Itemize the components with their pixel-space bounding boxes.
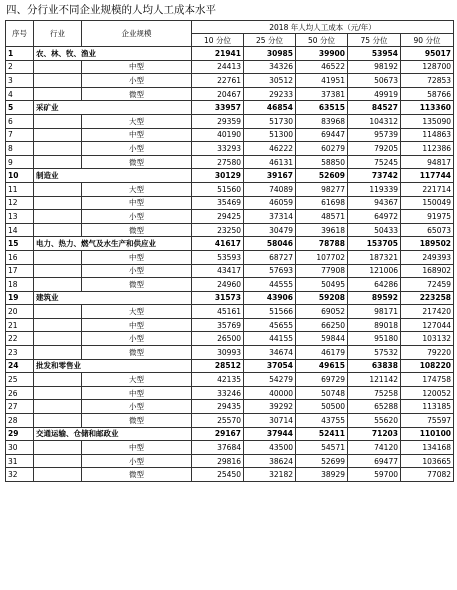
value-cell: 40190 bbox=[192, 128, 244, 142]
value-cell: 27580 bbox=[192, 155, 244, 169]
value-cell: 58766 bbox=[401, 87, 454, 101]
value-cell: 51730 bbox=[244, 114, 296, 128]
value-cell: 39900 bbox=[296, 47, 348, 61]
row-seq: 24 bbox=[6, 359, 34, 373]
cost-table bbox=[5, 20, 454, 482]
industry-cell bbox=[34, 373, 82, 387]
value-cell: 43500 bbox=[244, 441, 296, 455]
row-seq: 25 bbox=[6, 373, 34, 387]
industry-cell bbox=[34, 332, 82, 346]
scale-cell: 微型 bbox=[82, 155, 192, 169]
value-cell: 50500 bbox=[296, 400, 348, 414]
table-row bbox=[6, 386, 454, 400]
value-cell: 60279 bbox=[296, 142, 348, 156]
industry-cell bbox=[34, 346, 82, 360]
industry-cell bbox=[34, 468, 82, 482]
industry-cell bbox=[34, 318, 82, 332]
value-cell: 32182 bbox=[244, 468, 296, 482]
row-seq: 8 bbox=[6, 142, 34, 156]
value-cell: 79205 bbox=[348, 142, 401, 156]
table-row bbox=[6, 250, 454, 264]
value-cell: 43417 bbox=[192, 264, 244, 278]
industry-cell bbox=[34, 182, 82, 196]
value-cell: 44155 bbox=[244, 332, 296, 346]
value-cell: 128700 bbox=[401, 60, 454, 74]
scale-cell: 中型 bbox=[82, 386, 192, 400]
table-row bbox=[6, 169, 454, 183]
value-cell: 117744 bbox=[401, 169, 454, 183]
value-cell: 22761 bbox=[192, 74, 244, 88]
table-row bbox=[6, 87, 454, 101]
value-cell: 46854 bbox=[244, 101, 296, 115]
value-cell: 71203 bbox=[348, 427, 401, 441]
value-cell: 46059 bbox=[244, 196, 296, 210]
industry-cell bbox=[34, 386, 82, 400]
value-cell: 69447 bbox=[296, 128, 348, 142]
row-seq: 27 bbox=[6, 400, 34, 414]
value-cell: 51560 bbox=[192, 182, 244, 196]
value-cell: 45655 bbox=[244, 318, 296, 332]
industry-cell bbox=[34, 264, 82, 278]
value-cell: 65073 bbox=[401, 223, 454, 237]
value-cell: 41951 bbox=[296, 74, 348, 88]
table-row bbox=[6, 414, 454, 428]
scale-cell: 中型 bbox=[82, 250, 192, 264]
value-cell: 52411 bbox=[296, 427, 348, 441]
header-seq: 序号 bbox=[6, 21, 34, 47]
table-row bbox=[6, 74, 454, 88]
row-seq: 5 bbox=[6, 101, 34, 115]
value-cell: 57693 bbox=[244, 264, 296, 278]
value-cell: 44555 bbox=[244, 278, 296, 292]
value-cell: 21941 bbox=[192, 47, 244, 61]
scale-cell: 小型 bbox=[82, 142, 192, 156]
value-cell: 59844 bbox=[296, 332, 348, 346]
table-row bbox=[6, 278, 454, 292]
table-row bbox=[6, 210, 454, 224]
value-cell: 72853 bbox=[401, 74, 454, 88]
value-cell: 61698 bbox=[296, 196, 348, 210]
value-cell: 108220 bbox=[401, 359, 454, 373]
value-cell: 69052 bbox=[296, 305, 348, 319]
value-cell: 48571 bbox=[296, 210, 348, 224]
table-row bbox=[6, 359, 454, 373]
value-cell: 34326 bbox=[244, 60, 296, 74]
industry-name: 建筑业 bbox=[34, 291, 192, 305]
value-cell: 95739 bbox=[348, 128, 401, 142]
value-cell: 94367 bbox=[348, 196, 401, 210]
table-row bbox=[6, 155, 454, 169]
table-row bbox=[6, 332, 454, 346]
value-cell: 189502 bbox=[401, 237, 454, 251]
table-row bbox=[6, 196, 454, 210]
scale-cell: 中型 bbox=[82, 128, 192, 142]
industry-name: 交通运输、仓储和邮政业 bbox=[34, 427, 192, 441]
table-row bbox=[6, 400, 454, 414]
value-cell: 38624 bbox=[244, 454, 296, 468]
value-cell: 50673 bbox=[348, 74, 401, 88]
value-cell: 46131 bbox=[244, 155, 296, 169]
value-cell: 34674 bbox=[244, 346, 296, 360]
row-seq: 32 bbox=[6, 468, 34, 482]
row-seq: 1 bbox=[6, 47, 34, 61]
value-cell: 57532 bbox=[348, 346, 401, 360]
value-cell: 29233 bbox=[244, 87, 296, 101]
value-cell: 51300 bbox=[244, 128, 296, 142]
row-seq: 10 bbox=[6, 169, 34, 183]
value-cell: 127044 bbox=[401, 318, 454, 332]
value-cell: 66250 bbox=[296, 318, 348, 332]
industry-cell bbox=[34, 155, 82, 169]
value-cell: 98192 bbox=[348, 60, 401, 74]
value-cell: 30129 bbox=[192, 169, 244, 183]
value-cell: 46179 bbox=[296, 346, 348, 360]
value-cell: 46222 bbox=[244, 142, 296, 156]
table-row bbox=[6, 291, 454, 305]
value-cell: 35769 bbox=[192, 318, 244, 332]
value-cell: 91975 bbox=[401, 210, 454, 224]
scale-cell: 中型 bbox=[82, 60, 192, 74]
value-cell: 221714 bbox=[401, 182, 454, 196]
scale-cell: 微型 bbox=[82, 346, 192, 360]
value-cell: 187321 bbox=[348, 250, 401, 264]
value-cell: 79220 bbox=[401, 346, 454, 360]
scale-cell: 大型 bbox=[82, 305, 192, 319]
row-seq: 12 bbox=[6, 196, 34, 210]
value-cell: 50433 bbox=[348, 223, 401, 237]
value-cell: 37381 bbox=[296, 87, 348, 101]
value-cell: 103665 bbox=[401, 454, 454, 468]
value-cell: 153705 bbox=[348, 237, 401, 251]
industry-cell bbox=[34, 60, 82, 74]
row-seq: 13 bbox=[6, 210, 34, 224]
scale-cell: 小型 bbox=[82, 210, 192, 224]
scale-cell: 微型 bbox=[82, 223, 192, 237]
row-seq: 15 bbox=[6, 237, 34, 251]
row-seq: 9 bbox=[6, 155, 34, 169]
table-row bbox=[6, 142, 454, 156]
scale-cell: 小型 bbox=[82, 74, 192, 88]
value-cell: 25450 bbox=[192, 468, 244, 482]
row-seq: 21 bbox=[6, 318, 34, 332]
value-cell: 28512 bbox=[192, 359, 244, 373]
industry-name: 批发和零售业 bbox=[34, 359, 192, 373]
value-cell: 65288 bbox=[348, 400, 401, 414]
industry-name: 采矿业 bbox=[34, 101, 192, 115]
scale-cell: 大型 bbox=[82, 373, 192, 387]
value-cell: 30714 bbox=[244, 414, 296, 428]
table-row bbox=[6, 60, 454, 74]
value-cell: 24413 bbox=[192, 60, 244, 74]
table-row bbox=[6, 237, 454, 251]
value-cell: 51566 bbox=[244, 305, 296, 319]
table-row bbox=[6, 468, 454, 482]
value-cell: 30993 bbox=[192, 346, 244, 360]
value-cell: 29359 bbox=[192, 114, 244, 128]
industry-cell bbox=[34, 454, 82, 468]
table-row bbox=[6, 454, 454, 468]
value-cell: 223258 bbox=[401, 291, 454, 305]
value-cell: 59208 bbox=[296, 291, 348, 305]
row-seq: 18 bbox=[6, 278, 34, 292]
industry-cell bbox=[34, 250, 82, 264]
value-cell: 94817 bbox=[401, 155, 454, 169]
row-seq: 19 bbox=[6, 291, 34, 305]
value-cell: 78788 bbox=[296, 237, 348, 251]
value-cell: 30985 bbox=[244, 47, 296, 61]
table-row bbox=[6, 128, 454, 142]
value-cell: 72459 bbox=[401, 278, 454, 292]
value-cell: 217420 bbox=[401, 305, 454, 319]
scale-cell: 微型 bbox=[82, 87, 192, 101]
value-cell: 39167 bbox=[244, 169, 296, 183]
value-cell: 64972 bbox=[348, 210, 401, 224]
value-cell: 63515 bbox=[296, 101, 348, 115]
table-row bbox=[6, 441, 454, 455]
scale-cell: 大型 bbox=[82, 182, 192, 196]
industry-cell bbox=[34, 74, 82, 88]
value-cell: 50495 bbox=[296, 278, 348, 292]
row-seq: 30 bbox=[6, 441, 34, 455]
row-seq: 6 bbox=[6, 114, 34, 128]
value-cell: 121006 bbox=[348, 264, 401, 278]
row-seq: 3 bbox=[6, 74, 34, 88]
value-cell: 63838 bbox=[348, 359, 401, 373]
scale-cell: 大型 bbox=[82, 114, 192, 128]
row-seq: 2 bbox=[6, 60, 34, 74]
row-seq: 20 bbox=[6, 305, 34, 319]
value-cell: 55620 bbox=[348, 414, 401, 428]
value-cell: 121142 bbox=[348, 373, 401, 387]
industry-cell bbox=[34, 210, 82, 224]
value-cell: 69729 bbox=[296, 373, 348, 387]
value-cell: 52699 bbox=[296, 454, 348, 468]
scale-cell: 中型 bbox=[82, 441, 192, 455]
value-cell: 20467 bbox=[192, 87, 244, 101]
value-cell: 29167 bbox=[192, 427, 244, 441]
value-cell: 98171 bbox=[348, 305, 401, 319]
value-cell: 31573 bbox=[192, 291, 244, 305]
value-cell: 150049 bbox=[401, 196, 454, 210]
value-cell: 110100 bbox=[401, 427, 454, 441]
value-cell: 64286 bbox=[348, 278, 401, 292]
scale-cell: 小型 bbox=[82, 332, 192, 346]
row-seq: 17 bbox=[6, 264, 34, 278]
value-cell: 45161 bbox=[192, 305, 244, 319]
industry-cell bbox=[34, 142, 82, 156]
value-cell: 42135 bbox=[192, 373, 244, 387]
value-cell: 35469 bbox=[192, 196, 244, 210]
value-cell: 30512 bbox=[244, 74, 296, 88]
value-cell: 49615 bbox=[296, 359, 348, 373]
value-cell: 43906 bbox=[244, 291, 296, 305]
industry-cell bbox=[34, 128, 82, 142]
value-cell: 103132 bbox=[401, 332, 454, 346]
row-seq: 26 bbox=[6, 386, 34, 400]
value-cell: 29435 bbox=[192, 400, 244, 414]
header-scale: 企业规模 bbox=[82, 21, 192, 47]
table-row bbox=[6, 223, 454, 237]
header-percentile: 50 分位 bbox=[296, 34, 348, 47]
industry-cell bbox=[34, 400, 82, 414]
scale-cell: 微型 bbox=[82, 414, 192, 428]
value-cell: 84527 bbox=[348, 101, 401, 115]
value-cell: 74120 bbox=[348, 441, 401, 455]
value-cell: 73742 bbox=[348, 169, 401, 183]
industry-name: 农、林、牧、渔业 bbox=[34, 47, 192, 61]
value-cell: 37684 bbox=[192, 441, 244, 455]
scale-cell: 中型 bbox=[82, 318, 192, 332]
table-row bbox=[6, 373, 454, 387]
value-cell: 68727 bbox=[244, 250, 296, 264]
industry-cell bbox=[34, 305, 82, 319]
value-cell: 69477 bbox=[348, 454, 401, 468]
industry-cell bbox=[34, 223, 82, 237]
value-cell: 33246 bbox=[192, 386, 244, 400]
header-percentile: 75 分位 bbox=[348, 34, 401, 47]
value-cell: 53954 bbox=[348, 47, 401, 61]
value-cell: 58850 bbox=[296, 155, 348, 169]
value-cell: 46522 bbox=[296, 60, 348, 74]
row-seq: 22 bbox=[6, 332, 34, 346]
value-cell: 37944 bbox=[244, 427, 296, 441]
value-cell: 58046 bbox=[244, 237, 296, 251]
value-cell: 95180 bbox=[348, 332, 401, 346]
table-row bbox=[6, 318, 454, 332]
value-cell: 114863 bbox=[401, 128, 454, 142]
value-cell: 26500 bbox=[192, 332, 244, 346]
row-seq: 4 bbox=[6, 87, 34, 101]
value-cell: 75245 bbox=[348, 155, 401, 169]
header-percentile: 90 分位 bbox=[401, 34, 454, 47]
value-cell: 37054 bbox=[244, 359, 296, 373]
value-cell: 89592 bbox=[348, 291, 401, 305]
value-cell: 107702 bbox=[296, 250, 348, 264]
value-cell: 98277 bbox=[296, 182, 348, 196]
value-cell: 49919 bbox=[348, 87, 401, 101]
value-cell: 33957 bbox=[192, 101, 244, 115]
value-cell: 53593 bbox=[192, 250, 244, 264]
value-cell: 29425 bbox=[192, 210, 244, 224]
value-cell: 33293 bbox=[192, 142, 244, 156]
scale-cell: 微型 bbox=[82, 468, 192, 482]
scale-cell: 小型 bbox=[82, 264, 192, 278]
value-cell: 112386 bbox=[401, 142, 454, 156]
row-seq: 31 bbox=[6, 454, 34, 468]
table-row bbox=[6, 182, 454, 196]
row-seq: 7 bbox=[6, 128, 34, 142]
header-percentile: 25 分位 bbox=[244, 34, 296, 47]
table-row bbox=[6, 114, 454, 128]
value-cell: 113360 bbox=[401, 101, 454, 115]
value-cell: 120052 bbox=[401, 386, 454, 400]
value-cell: 52609 bbox=[296, 169, 348, 183]
table-row bbox=[6, 427, 454, 441]
table-row bbox=[6, 101, 454, 115]
row-seq: 28 bbox=[6, 414, 34, 428]
value-cell: 23250 bbox=[192, 223, 244, 237]
value-cell: 77908 bbox=[296, 264, 348, 278]
value-cell: 113185 bbox=[401, 400, 454, 414]
value-cell: 89018 bbox=[348, 318, 401, 332]
value-cell: 77082 bbox=[401, 468, 454, 482]
value-cell: 83968 bbox=[296, 114, 348, 128]
industry-cell bbox=[34, 196, 82, 210]
header-industry: 行业 bbox=[34, 21, 82, 47]
value-cell: 95017 bbox=[401, 47, 454, 61]
industry-cell bbox=[34, 414, 82, 428]
row-seq: 16 bbox=[6, 250, 34, 264]
value-cell: 75597 bbox=[401, 414, 454, 428]
row-seq: 23 bbox=[6, 346, 34, 360]
value-cell: 54279 bbox=[244, 373, 296, 387]
value-cell: 135090 bbox=[401, 114, 454, 128]
page-title: 四、分行业不同企业规模的人均人工成本水平 bbox=[6, 4, 216, 16]
value-cell: 249393 bbox=[401, 250, 454, 264]
row-seq: 14 bbox=[6, 223, 34, 237]
header-percentile: 10 分位 bbox=[192, 34, 244, 47]
value-cell: 74089 bbox=[244, 182, 296, 196]
scale-cell: 小型 bbox=[82, 400, 192, 414]
industry-cell bbox=[34, 87, 82, 101]
table-row bbox=[6, 47, 454, 61]
industry-name: 制造业 bbox=[34, 169, 192, 183]
value-cell: 43755 bbox=[296, 414, 348, 428]
value-cell: 75258 bbox=[348, 386, 401, 400]
value-cell: 174758 bbox=[401, 373, 454, 387]
value-cell: 37314 bbox=[244, 210, 296, 224]
value-cell: 39292 bbox=[244, 400, 296, 414]
header-group: 2018 年人均人工成本（元/年） bbox=[192, 21, 454, 34]
row-seq: 29 bbox=[6, 427, 34, 441]
value-cell: 41617 bbox=[192, 237, 244, 251]
value-cell: 54571 bbox=[296, 441, 348, 455]
value-cell: 29816 bbox=[192, 454, 244, 468]
value-cell: 168902 bbox=[401, 264, 454, 278]
value-cell: 59700 bbox=[348, 468, 401, 482]
value-cell: 38929 bbox=[296, 468, 348, 482]
industry-cell bbox=[34, 278, 82, 292]
value-cell: 50748 bbox=[296, 386, 348, 400]
row-seq: 11 bbox=[6, 182, 34, 196]
value-cell: 39618 bbox=[296, 223, 348, 237]
industry-name: 电力、热力、燃气及水生产和供应业 bbox=[34, 237, 192, 251]
scale-cell: 小型 bbox=[82, 454, 192, 468]
value-cell: 25570 bbox=[192, 414, 244, 428]
industry-cell bbox=[34, 441, 82, 455]
industry-cell bbox=[34, 114, 82, 128]
table-row bbox=[6, 305, 454, 319]
value-cell: 24960 bbox=[192, 278, 244, 292]
value-cell: 134168 bbox=[401, 441, 454, 455]
table-row bbox=[6, 346, 454, 360]
value-cell: 104312 bbox=[348, 114, 401, 128]
value-cell: 40000 bbox=[244, 386, 296, 400]
value-cell: 119339 bbox=[348, 182, 401, 196]
value-cell: 30479 bbox=[244, 223, 296, 237]
scale-cell: 微型 bbox=[82, 278, 192, 292]
table-row bbox=[6, 264, 454, 278]
scale-cell: 中型 bbox=[82, 196, 192, 210]
